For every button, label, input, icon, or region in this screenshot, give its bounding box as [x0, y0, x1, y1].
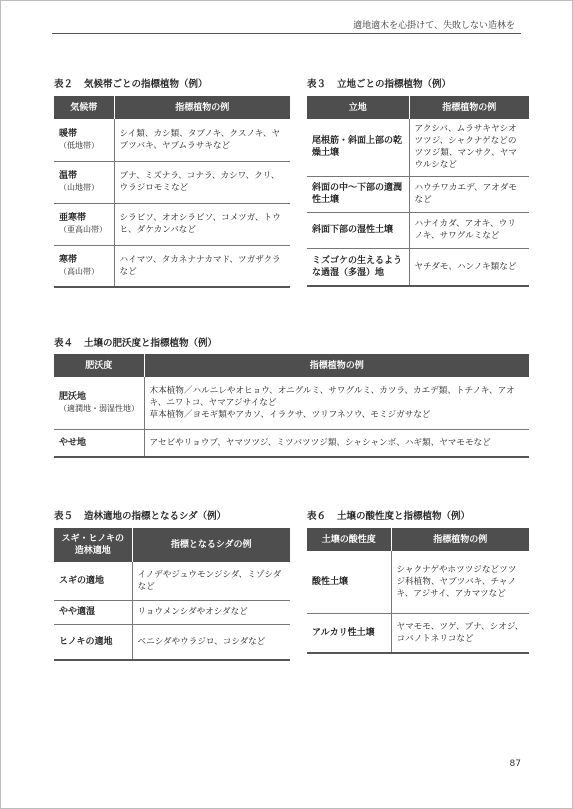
row-key — [54, 161, 114, 203]
table-row — [54, 119, 290, 161]
table-row — [54, 600, 290, 624]
column-header: 指標植物の例 — [144, 354, 529, 377]
column-header: 肥沃度 — [54, 354, 144, 377]
value-line: 草本植物／ヨモギ類やアカソ、イラクサ、ツリフネソウ、モミジガサなど — [149, 409, 431, 420]
table2-title: 気候帯ごとの指標植物（例） — [84, 79, 208, 90]
table5-title: 造林適地の指標となるシダ（例） — [84, 511, 227, 522]
key-subtext: （山地帯） — [59, 183, 99, 192]
table6-number: 表６ — [307, 511, 327, 522]
row-key — [54, 245, 114, 287]
table6-caption — [307, 508, 470, 522]
row-value: シイ類、カシ類、タブノキ、クスノキ、ヤブツバキ、ヤブムラサキなど — [114, 119, 290, 161]
column-header: 気候帯 — [54, 96, 114, 119]
key-text: 肥沃地 — [59, 391, 87, 402]
table-row — [307, 551, 529, 613]
column-header: 土壌の酸性度 — [307, 528, 391, 551]
row-key: スギの適地 — [54, 562, 132, 600]
row-value: ハイマツ、タカネナナカマド、ツガザクラなど — [114, 245, 290, 287]
row-value: シラビソ、オオシラビソ、コメツガ、トウヒ、ダケカンバなど — [114, 203, 290, 245]
key-text: やせ地 — [59, 437, 87, 448]
row-value: ハウチワカエデ、アオダモなど — [409, 176, 529, 212]
page-number: 87 — [509, 759, 521, 769]
table3-number: 表３ — [307, 79, 327, 90]
table4-number: 表４ — [54, 338, 74, 349]
table5 — [54, 528, 290, 661]
table3-caption — [307, 76, 451, 90]
table3-title: 立地ごとの指標植物（例） — [337, 79, 452, 90]
table6-title: 土壌の酸性度と指標植物（例） — [337, 511, 471, 522]
key-subtext: （高山帯） — [59, 266, 99, 276]
row-key: 斜面の中〜下部の適潤性土壌 — [307, 176, 409, 212]
table-header-row — [54, 528, 290, 562]
table-row — [54, 161, 290, 203]
table4 — [54, 354, 529, 458]
key-subtext: （低地帯） — [59, 140, 99, 150]
table-row — [54, 624, 290, 660]
row-value: ハナイカダ、アオキ、ウリノキ、サワグルミなど — [409, 212, 529, 248]
table-row — [307, 176, 529, 212]
column-header: 立地 — [307, 96, 409, 119]
table-row — [307, 119, 529, 176]
table6 — [307, 528, 529, 654]
row-key: やや適湿 — [54, 600, 132, 624]
row-key: 尾根筋・斜面上部の乾燥土壌 — [307, 119, 409, 176]
column-header: 指標植物の例 — [114, 96, 290, 119]
header-rule — [52, 33, 521, 34]
row-key — [54, 377, 144, 429]
row-value: ヤチダモ、ハンノキ類など — [409, 248, 529, 286]
row-key — [54, 429, 144, 457]
table4-caption — [54, 335, 217, 349]
table-row — [307, 613, 529, 653]
table-header-row — [54, 96, 290, 119]
row-key: ヒノキの適地 — [54, 624, 132, 660]
row-value: ヤマモモ、ツゲ、ブナ、シオジ、コバノトネリコなど — [391, 613, 529, 653]
table3 — [307, 96, 529, 287]
table-row — [54, 245, 290, 287]
table-header-row — [307, 96, 529, 119]
table-row — [54, 203, 290, 245]
column-header: 指標となるシダの例 — [132, 528, 290, 562]
table5-caption — [54, 508, 226, 522]
row-value: ベニシダやウラジロ、コシダなど — [132, 624, 290, 660]
row-value: イノデやジュウモンジシダ、ミゾシダなど — [132, 562, 290, 600]
column-header: スギ・ヒノキの造林適地 — [54, 528, 132, 562]
table-row — [307, 248, 529, 286]
row-key: ミズゴケの生えるような過湿（多湿）地 — [307, 248, 409, 286]
table-row — [307, 212, 529, 248]
value-line: アセビやリョウブ、ヤマツツジ、ミツバツツジ類、シャシャンボ、ハギ類、ヤマモモなど — [149, 437, 491, 448]
key-text: 寒帯 — [59, 254, 78, 265]
table2-caption — [54, 76, 208, 90]
row-key — [54, 119, 114, 161]
key-subtext: （亜高山帯） — [59, 225, 107, 234]
column-header: 指標植物の例 — [409, 96, 529, 119]
table5-number: 表５ — [54, 511, 74, 522]
table-header-row — [307, 528, 529, 551]
key-text: 亜寒帯 — [59, 213, 87, 223]
value-line: 木本植物／ハルニレやオヒョウ、オニグルミ、サワグルミ、カツラ、カエデ類、トチノキ、アオキ、ニワトコ、ヤマアジサイなど — [149, 385, 515, 408]
key-subtext: （適潤地・弱湿性地） — [59, 403, 139, 413]
column-header: 指標植物の例 — [391, 528, 529, 551]
table-header-row — [54, 354, 529, 377]
row-value: シャクナゲやホツツジなどツツジ科植物、ヤブツバキ、チャノキ、アジサイ、アカマツなど — [391, 551, 529, 613]
row-value: アクシバ、ムラサキヤシオツツジ、シャクナゲなどのツツジ類、マンサク、ヤマウルシなど — [409, 119, 529, 176]
row-key: 斜面下部の湿性土壌 — [307, 212, 409, 248]
row-value: リョウメンシダやオシダなど — [132, 600, 290, 624]
key-text: 暖帯 — [59, 128, 78, 139]
table4-title: 土壌の肥沃度と指標植物（例） — [84, 338, 218, 349]
running-title: 適地適木を心掛けて、失敗しない造林を — [353, 21, 515, 31]
row-key: 酸性土壌 — [307, 551, 391, 613]
table-row — [54, 377, 529, 429]
row-value — [144, 377, 529, 429]
table2 — [54, 96, 290, 288]
row-value: ブナ、ミズナラ、コナラ、カシワ、クリ、ウラジロモミなど — [114, 161, 290, 203]
table-row — [54, 429, 529, 457]
row-key: アルカリ性土壌 — [307, 613, 391, 653]
table2-number: 表２ — [54, 79, 74, 90]
row-key — [54, 203, 114, 245]
row-value — [144, 429, 529, 457]
table-row — [54, 562, 290, 600]
key-text: 温帯 — [59, 171, 78, 181]
